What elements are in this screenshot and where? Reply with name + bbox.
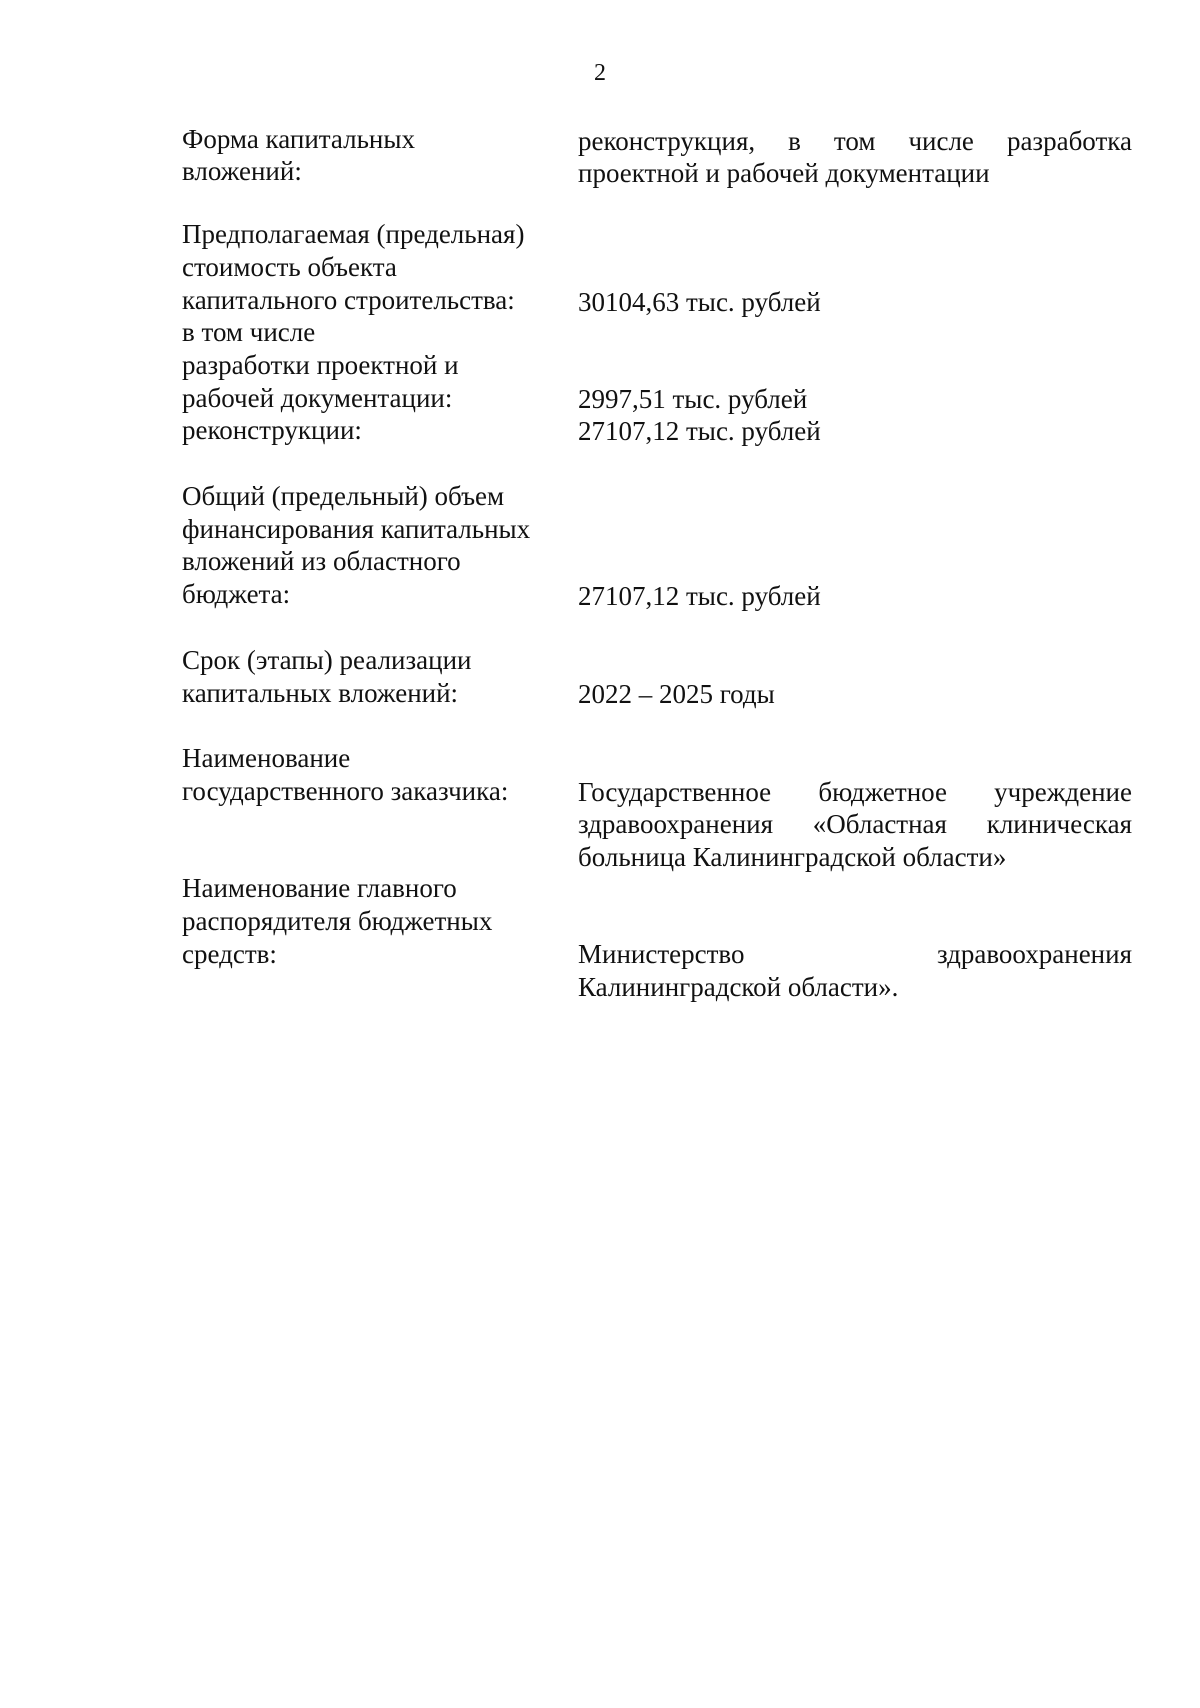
- customer-value-line-3: больница Калининградской области»: [578, 842, 1007, 872]
- form-value-line-2: проектной и рабочей документации: [578, 158, 990, 188]
- form-label-line-1: Форма капитальных: [182, 124, 416, 154]
- customer-value-line-1: [578, 776, 1132, 808]
- form-label-line-2: вложений:: [182, 156, 302, 186]
- manager-value-word: здравоохранения: [936, 939, 1132, 969]
- cost-label-line-3: капитального строительства:: [182, 285, 515, 315]
- cost-label-line-4: в том числе: [182, 317, 316, 347]
- manager-value-line-1: [578, 938, 1132, 970]
- funding-label-line-4: бюджета:: [182, 579, 291, 609]
- manager-label-line-1: Наименование главного: [182, 873, 457, 903]
- period-value: 2022 – 2025 годы: [578, 679, 775, 709]
- funding-value: 27107,12 тыс. рублей: [578, 581, 821, 611]
- manager-label-line-2: распорядителя бюджетных: [182, 906, 493, 936]
- form-value-word: разработка: [1006, 126, 1132, 156]
- customer-value-word: учреждение: [994, 777, 1132, 807]
- form-value-word: реконструкция,: [578, 126, 756, 156]
- manager-value-word: Министерство: [578, 939, 745, 969]
- cost-label-line-2: стоимость объекта: [182, 252, 397, 282]
- cost-label-line-6: рабочей документации:: [182, 383, 453, 413]
- form-value-line-1: [578, 125, 1132, 157]
- cost-design-value: 2997,51 тыс. рублей: [578, 384, 808, 414]
- customer-value-word: бюджетное: [818, 777, 947, 807]
- customer-value-word: клиническая: [986, 809, 1132, 839]
- period-label-line-1: Срок (этапы) реализации: [182, 645, 472, 675]
- customer-value-word: «Областная: [812, 809, 947, 839]
- cost-total-value: 30104,63 тыс. рублей: [578, 287, 821, 317]
- customer-label-line-2: государственного заказчика:: [182, 776, 509, 806]
- funding-label-line-3: вложений из областного: [182, 546, 461, 576]
- funding-label-line-2: финансирования капитальных: [182, 514, 531, 544]
- cost-label-line-1: Предполагаемая (предельная): [182, 219, 525, 249]
- cost-reconstruction-value: 27107,12 тыс. рублей: [578, 416, 821, 446]
- form-value-word: в: [788, 126, 801, 156]
- cost-label-line-7: реконструкции:: [182, 415, 362, 445]
- cost-label-line-5: разработки проектной и: [182, 350, 459, 380]
- funding-label-line-1: Общий (предельный) объем: [182, 481, 505, 511]
- customer-value-word: здравоохранения: [578, 809, 774, 839]
- form-value-word: том: [833, 126, 876, 156]
- customer-value-word: Государственное: [578, 777, 772, 807]
- form-value-word: числе: [908, 126, 974, 156]
- manager-value-line-2: Калининградской области».: [578, 972, 899, 1002]
- period-label-line-2: капитальных вложений:: [182, 678, 459, 708]
- manager-label-line-3: средств:: [182, 939, 277, 969]
- customer-value-line-2: [578, 808, 1132, 840]
- customer-label-line-1: Наименование: [182, 743, 351, 773]
- page-number: 2: [594, 60, 606, 86]
